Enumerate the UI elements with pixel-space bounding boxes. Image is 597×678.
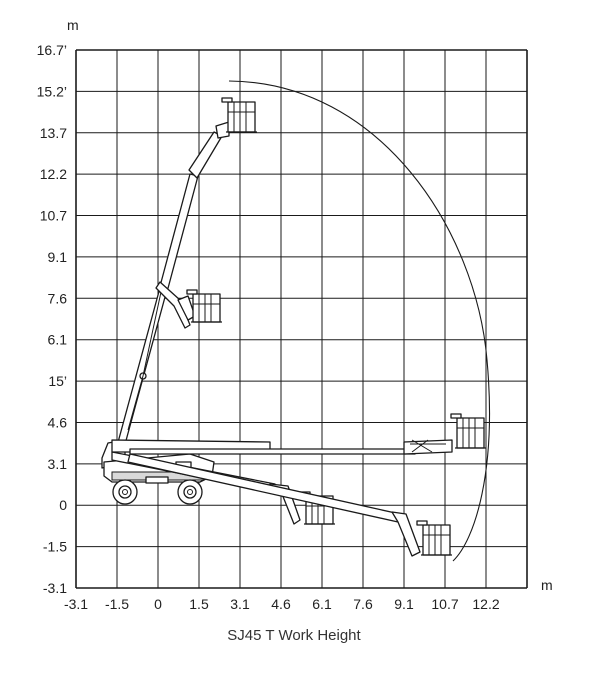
y-tick-label: 13.7 [39,124,67,141]
y-tick-label: 12.2 [39,166,67,183]
chart-title: SJ45 T Work Height [227,627,361,644]
y-tick-label: 10.7 [39,207,67,224]
x-tick-label: 0 [154,596,162,612]
y-tick-label: 9.1 [47,248,67,265]
y-tick-label: -1.5 [42,538,67,555]
x-tick-label: 1.5 [189,596,209,612]
y-unit-label: m [67,17,79,33]
x-tick-label: 6.1 [312,596,332,612]
x-tick-labels [64,596,500,612]
boom-fully-elevated [117,122,229,448]
x-tick-label: 10.7 [431,596,459,612]
x-tick-label: 7.6 [353,596,373,612]
basket-horizontal [451,414,486,448]
rear-wheel [113,480,137,504]
y-tick-label: 15’ [48,373,67,390]
boom-horizontal [112,440,452,454]
x-unit-label: m [541,577,553,593]
y-tick-label: 16.7’ [36,42,67,58]
y-tick-label: 15.2’ [36,83,67,100]
x-tick-label: 12.2 [472,596,500,612]
y-tick-labels [37,42,68,596]
x-tick-label: -3.1 [63,596,89,612]
x-tick-label: 9.1 [394,596,414,612]
x-tick-label: 4.6 [271,596,291,612]
basket-max-below-grade [417,521,452,555]
y-tick-label: 4.6 [47,414,67,431]
y-tick-label: -3.1 [42,580,67,596]
y-tick-label: 6.1 [47,331,67,348]
x-tick-label: -1.5 [104,596,130,612]
grid [76,50,527,588]
front-wheel [178,480,202,504]
x-tick-label: 3.1 [230,596,250,612]
y-tick-label: 0 [59,497,67,514]
y-tick-label: 3.1 [47,455,67,472]
y-tick-label: 7.6 [47,290,67,307]
